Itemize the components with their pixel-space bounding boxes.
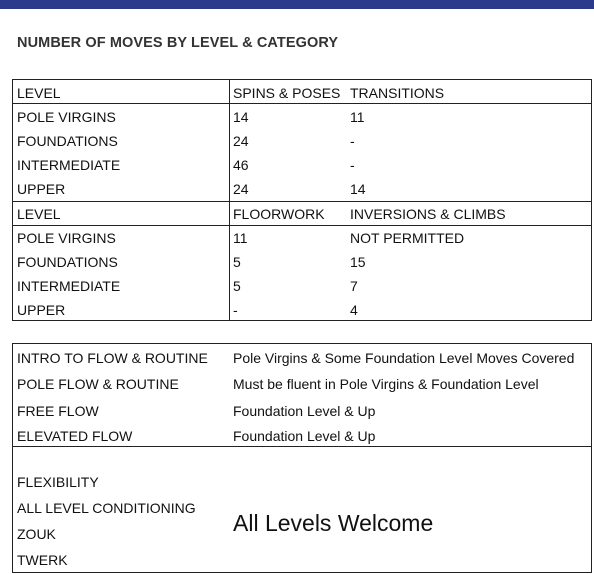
table-cell-value: 24 [233, 133, 249, 149]
moves-table [12, 79, 592, 321]
table-row-level: UPPER [17, 181, 66, 197]
open-class-name: FLEXIBILITY [17, 474, 99, 490]
moves-table-header-divider [13, 103, 591, 104]
class-requirement: Must be fluent in Pole Virgins & Foundation Level [233, 376, 539, 392]
classes-table-divider [13, 446, 591, 447]
table-cell-value: 14 [233, 109, 249, 125]
table-cell-value: 5 [233, 254, 241, 270]
moves-table-header-divider [13, 225, 591, 226]
table-row-level: POLE VIRGINS [17, 109, 116, 125]
header-spins-poses: SPINS & POSES [233, 85, 341, 101]
table-row-level: POLE VIRGINS [17, 230, 116, 246]
table-cell-value: - [350, 133, 355, 149]
all-levels-welcome: All Levels Welcome [233, 510, 434, 536]
table-row-level: INTERMEDIATE [17, 157, 121, 173]
table-cell-value: 24 [233, 181, 249, 197]
table-cell-value: 11 [233, 230, 248, 246]
table-cell-value: NOT PERMITTED [350, 230, 465, 246]
open-class-name: ZOUK [17, 526, 56, 542]
page-title: NUMBER OF MOVES BY LEVEL & CATEGORY [17, 35, 339, 51]
table-row-level: FOUNDATIONS [17, 133, 118, 149]
class-requirement: Foundation Level & Up [233, 403, 376, 419]
table-cell-value: 46 [233, 157, 249, 173]
header-level: LEVEL [17, 206, 61, 222]
table-cell-value: 7 [350, 278, 358, 294]
classes-table [12, 343, 592, 573]
table-cell-value: 15 [350, 254, 366, 270]
header-transitions: TRANSITIONS [350, 85, 445, 101]
moves-table-column-divider [229, 80, 230, 320]
table-cell-value: - [350, 157, 355, 173]
class-requirement: Foundation Level & Up [233, 428, 376, 444]
table-row-level: UPPER [17, 302, 66, 318]
table-cell-value: - [233, 302, 238, 318]
class-name: FREE FLOW [17, 403, 99, 419]
header-floorwork: FLOORWORK [233, 206, 325, 222]
class-name: POLE FLOW & ROUTINE [17, 376, 179, 392]
top-accent-bar [0, 0, 594, 9]
table-cell-value: 14 [350, 181, 366, 197]
header-level: LEVEL [17, 85, 61, 101]
open-class-name: ALL LEVEL CONDITIONING [17, 500, 196, 516]
table-cell-value: 5 [233, 278, 241, 294]
table-cell-value: 11 [350, 109, 365, 125]
table-cell-value: 4 [350, 302, 358, 318]
class-name: INTRO TO FLOW & ROUTINE [17, 350, 208, 366]
moves-table-section-divider [13, 201, 591, 202]
table-row-level: INTERMEDIATE [17, 278, 121, 294]
open-class-name: TWERK [17, 552, 68, 568]
header-inversions-climbs: INVERSIONS & CLIMBS [350, 206, 506, 222]
class-requirement: Pole Virgins & Some Foundation Level Moves Covered [233, 350, 575, 366]
table-row-level: FOUNDATIONS [17, 254, 118, 270]
class-name: ELEVATED FLOW [17, 428, 133, 444]
